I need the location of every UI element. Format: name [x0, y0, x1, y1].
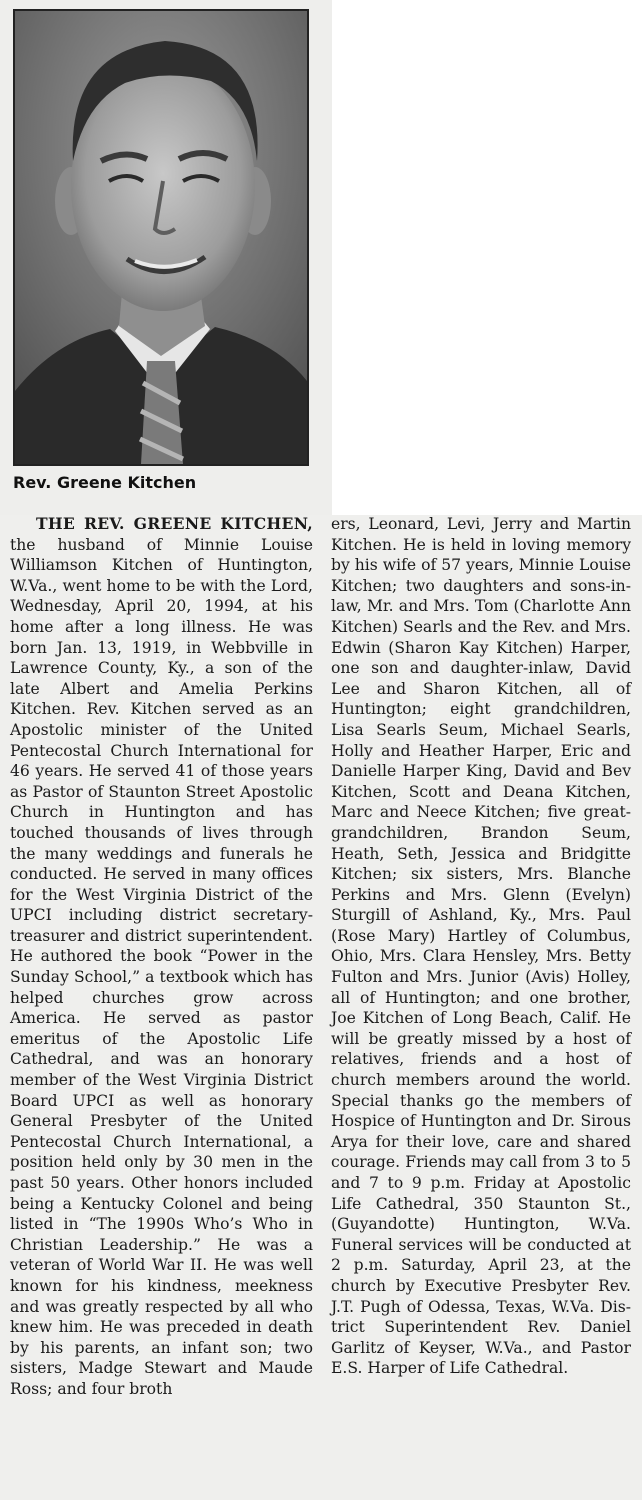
article-lead: THE REV. GREENE KITCHEN, [36, 514, 313, 533]
photo-caption: Rev. Greene Kitchen [13, 473, 197, 492]
article-right-column: ers, Leonard, Levi, Jerry and Martin Kitchen. He is held in loving memory by his wife of 57 years, Minnie Louise Kitchen; two daughters and sons-in-law, Mr. and Mrs. Tom (Charlotte Ann Kitchen) Searls and the Rev. and Mrs. Edwin (Sharon Kay Kitchen) Harper, one son and daughter-inlaw, David Lee and Sharon Kitchen, all of Huntington; eight grandchildren, Lisa Searls Seum, Michael Searls, Holly and Heather Harper, Eric and Danielle Harper King, David and Bev Kitchen, Scott and Deana Kitchen, Marc and Neece Kitchen; five greatgrandchildren, Brandon Seum, Heath, Seth, Jessica and Bridgitte Kitchen; six sisters, Mrs. Blanche Perkins and Mrs. Glenn (Evelyn) Sturgill of Ashland, Ky., Mrs. Paul (Rose Mary) Hartley of Columbus, Ohio, Mrs. Clara Hensley, Mrs. Betty Fulton and Mrs. Junior (Avis) Holley, all of Huntington; and one brother, Joe Kitchen of Long Beach, Calif. He will be greatly missed by a host of relatives, friends and a host of church members around the world. Special thanks go the members of Hospice of Huntington and Dr. Sirous Arya for their love, care and shared courage. Friends may call from 3 to 5 and 7 to 9 p.m. Friday at Apostolic Life Cathedral, 350 Staunton St., (Guyandotte) Huntington, W.Va. Funeral services will be conducted at 2 p.m. Saturday, April 23, at the church by Executive Presbyter Rev. J.T. Pugh of Odessa, Texas, W.Va. District Superintendent Rev. Daniel Garlitz of Keyser, W.Va., and Pastor E.S. Harper of Life Cathedral. [331, 515, 631, 1378]
portrait-photo [13, 9, 309, 466]
article-left-column [10, 514, 313, 1400]
portrait-image [15, 11, 307, 464]
article-left-text: the husband of Minnie Louise Williamson Kitchen of Huntington, W.Va., went home to be with the Lord, Wednesday, April 20, 1994, at his home after a long illness. He was born Jan. 13, 1919, in Webbville in Lawrence County, Ky., a son of the late Albert and Amelia Perkins Kitchen. Rev. Kitchen served as an Apostolic minister of the United Pentecostal Church International for 46 years. He served 41 of those years as Pastor of Staunton Street Apostolic Church in Huntington and has touched thousands of lives through the many weddings and funerals he conducted. He served in many offices for the West Virginia District of the UPCI including district secretary-treasurer and district superintendent. He authored the book “Power in the Sunday School,” a textbook which has helped churches grow across America. He served as pastor emeritus of the Apostolic Life Cathedral, and was an honorary member of the West Virginia District Board UPCI as well as honorary General Presbyter of the United Pentecostal Church International, a position held only by 30 men in the past 50 years. Other honors included being a Kentucky Colonel and being listed in “The 1990s Who’s Who in Christian Leadership.” He was a veteran of World War II. He was well known for his kindness, meekness and was greatly respected by all who knew him. He was preceded in death by his parents, an infant son; two sisters, Madge Stewart and Maude Ross; and four broth [10, 535, 313, 1398]
